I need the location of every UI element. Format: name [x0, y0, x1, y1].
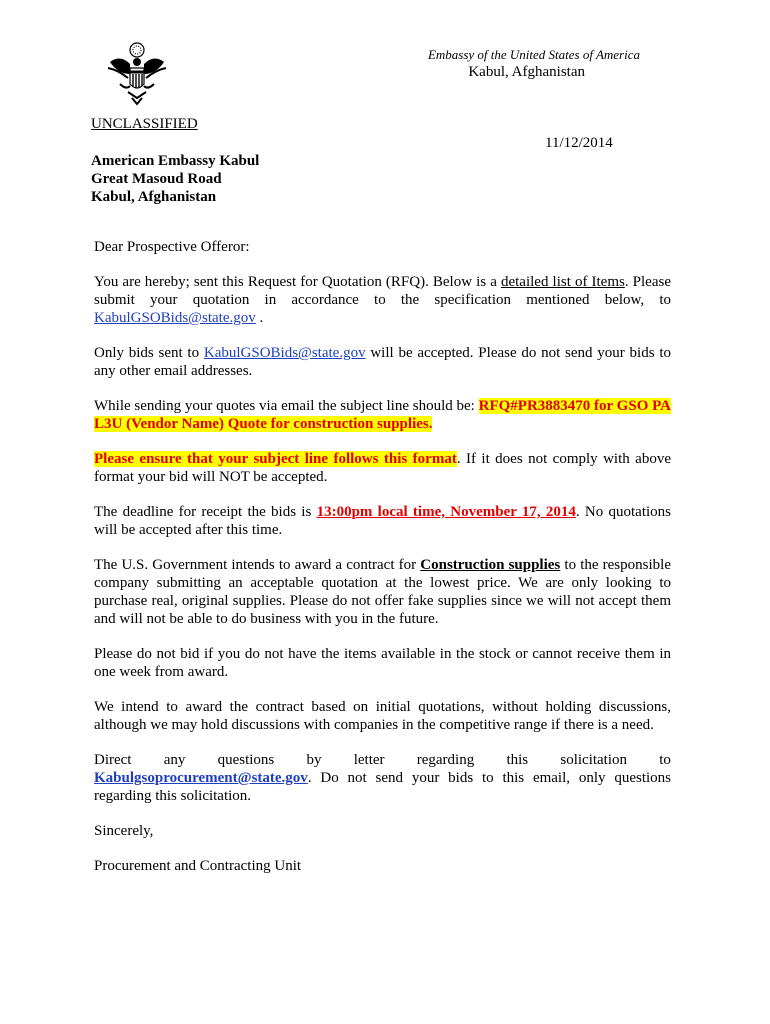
- closing: Sincerely,: [94, 823, 154, 839]
- paragraph-questions: [94, 751, 671, 805]
- sender-address: [91, 152, 259, 206]
- signature: Procurement and Contracting Unit: [94, 858, 302, 874]
- paragraph-subject-line: [94, 397, 671, 433]
- q-word: Direct: [94, 752, 132, 768]
- detailed-list-underline: detailed list of Items: [500, 274, 625, 290]
- para9-text-b: . Do not send your bids to this email, only questions regarding this solicitation.: [94, 770, 671, 804]
- embassy-seal-eagle-icon: [106, 40, 168, 106]
- q-word: solicitation: [560, 752, 628, 768]
- embassy-header-line: Embassy of the United States of America: [427, 47, 640, 62]
- para6-text-b: to the responsible company submitting an acceptable quotation at the lowest price. We are only looking to purchase real, original supplies. Please do not offer fake supplies since we will not accept them and will not be able to do business with you in the future.: [94, 557, 671, 627]
- paragraph-rfq-intro: [94, 273, 671, 327]
- deadline-date: 13:00pm local time, November 17, 2014: [316, 504, 576, 520]
- paragraph-format-warning: [94, 450, 671, 486]
- required-subject-line: RFQ#PR3883470 for GSO PA L3U (Vendor Name) Quote for construction supplies.: [94, 398, 672, 432]
- procurement-email-link[interactable]: Kabulgsoprocurement@state.gov: [94, 770, 308, 786]
- para2-text-b: will be accepted. Please do not send your bids to any other email addresses.: [94, 345, 671, 379]
- classification-marking: UNCLASSIFIED: [91, 116, 198, 132]
- para1-text-b: . Please submit your quotation in accordance to the specification mentioned below, to: [94, 274, 671, 308]
- para2-text-a: Only bids sent to: [94, 345, 204, 361]
- item-construction-supplies: Construction supplies: [420, 557, 561, 573]
- para4-text-b: . If it does not comply with above format your bid will NOT be accepted.: [94, 451, 671, 485]
- paragraph-award-intent: [94, 556, 671, 628]
- bids-email-link[interactable]: KabulGSOBids@state.gov: [94, 310, 256, 326]
- letter-date: 11/12/2014: [545, 135, 613, 151]
- paragraph-stock-requirement: Please do not bid if you do not have the items available in the stock or cannot receive them in one week from award.: [94, 646, 671, 680]
- paragraph-bids-email: [94, 344, 671, 380]
- para5-text-b: . No quotations will be accepted after this time.: [94, 504, 671, 538]
- paragraph-deadline: [94, 503, 671, 539]
- para1-text-a: You are hereby; sent this Request for Quotation (RFQ). Below is a: [94, 274, 501, 290]
- para3-text-a: While sending your quotes via email the subject line should be:: [94, 398, 479, 414]
- para1-text-c: .: [255, 310, 264, 326]
- questions-first-line: [94, 751, 671, 769]
- q-word: regarding: [416, 752, 475, 768]
- para6-text-a: The U.S. Government intends to award a contract for: [94, 557, 421, 573]
- q-word: any: [163, 752, 186, 768]
- q-word: to: [659, 752, 671, 768]
- q-word: questions: [217, 752, 275, 768]
- bids-email-link-2[interactable]: KabulGSOBids@state.gov: [203, 345, 366, 361]
- q-word: this: [506, 752, 529, 768]
- para5-text-a: The deadline for receipt the bids is: [94, 504, 317, 520]
- address-line-2: Great Masoud Road: [91, 171, 222, 187]
- format-warning-highlight: Please ensure that your subject line follows this format: [94, 451, 457, 467]
- address-line-1: American Embassy Kabul: [91, 153, 260, 169]
- letter-body: [94, 238, 671, 892]
- paragraph-discussions: We intend to award the contract based on initial quotations, without holding discussions, although we may hold discussions with companies in the competitive range if there is a need.: [94, 699, 671, 733]
- embassy-city-line: Kabul, Afghanistan: [468, 64, 585, 80]
- q-word: by: [306, 752, 322, 768]
- salutation: Dear Prospective Offeror:: [94, 239, 250, 255]
- q-word: letter: [353, 752, 385, 768]
- address-line-3: Kabul, Afghanistan: [91, 189, 217, 205]
